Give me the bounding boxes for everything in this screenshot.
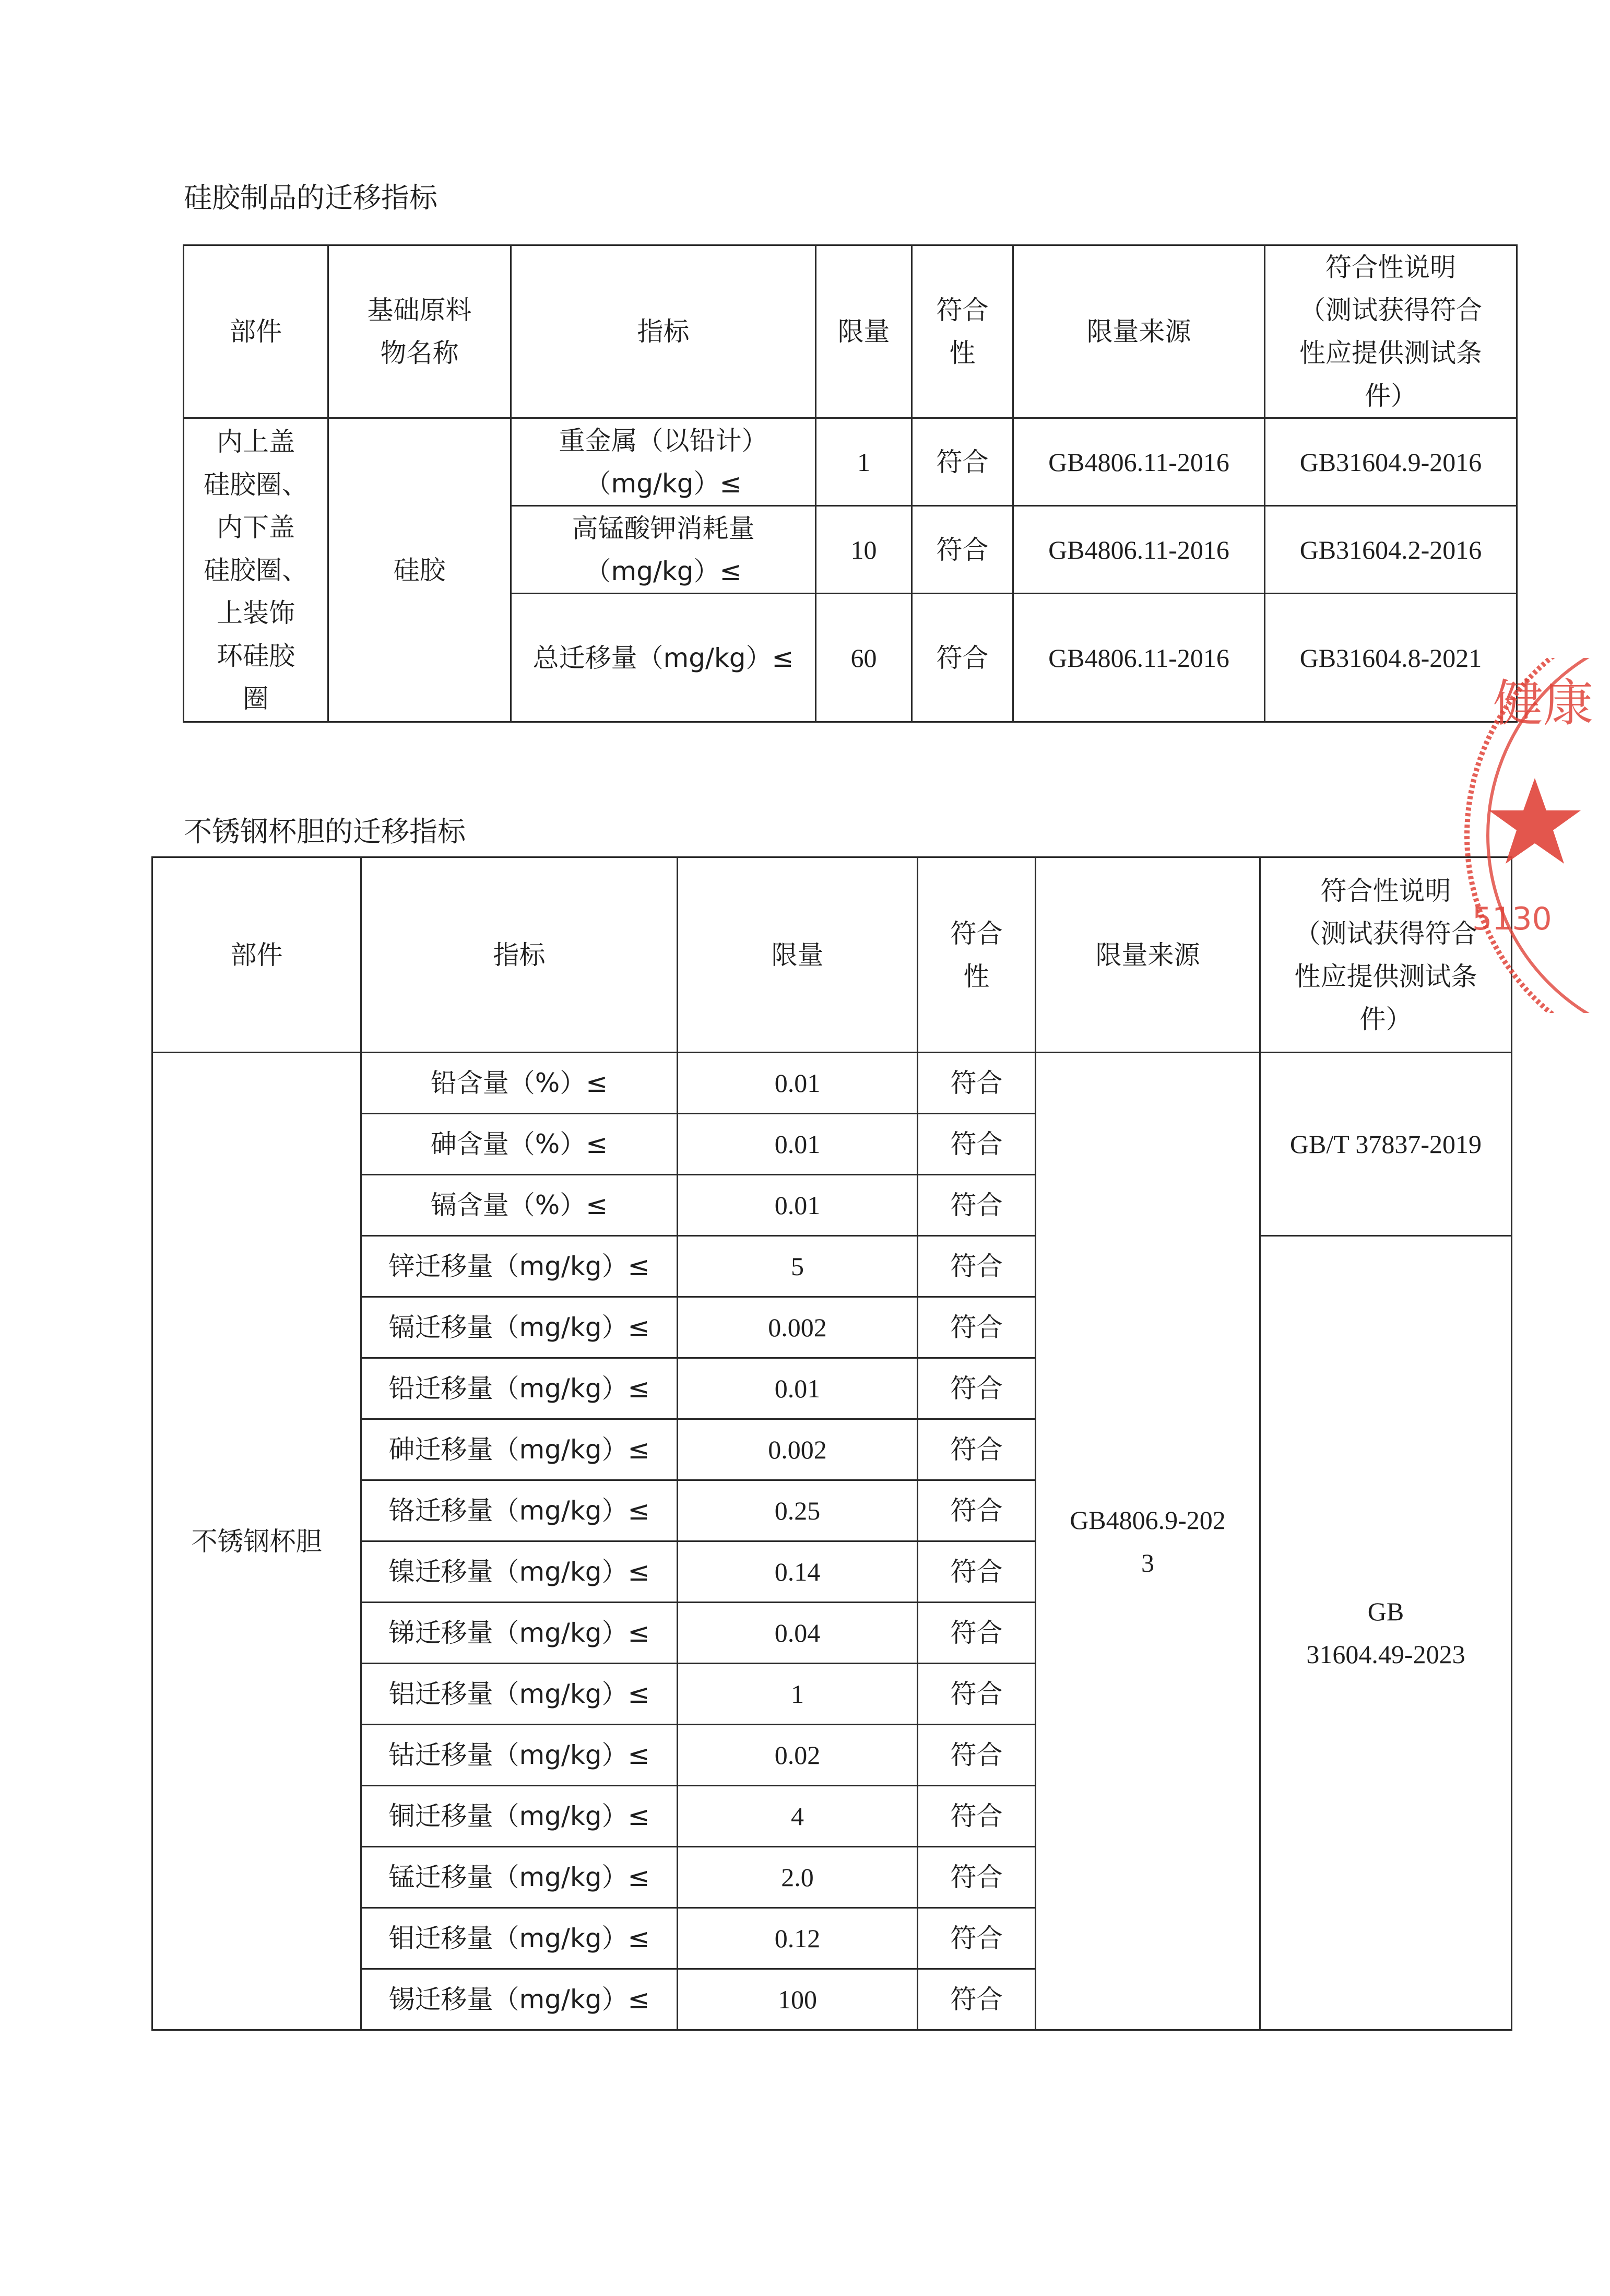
indicator-cell: 锑迁移量（mg/kg）≤ [361,1603,678,1664]
header-note-line: 件） [1359,1004,1412,1034]
source-cell: GB4806.11-2016 [1013,506,1265,594]
limit-cell: 0.002 [678,1297,918,1358]
conform-cell: 符合 [912,418,1013,506]
conform-cell: 符合 [918,1053,1036,1114]
part-name-line: 内上盖 [217,426,295,457]
indicator-cell: 锌迁移量（mg/kg）≤ [361,1236,678,1297]
conform-cell: 符合 [918,1969,1036,2030]
indicator-line: 重金属（以铅计） [559,425,768,456]
indicator-cell: 镍迁移量（mg/kg）≤ [361,1541,678,1603]
limit-cell: 0.25 [678,1480,918,1541]
limit-cell: 0.01 [678,1053,918,1114]
part-name-line: 上装饰 [217,597,295,628]
conform-cell: 符合 [918,1847,1036,1908]
indicator-cell: 钴迁移量（mg/kg）≤ [361,1725,678,1786]
note-cell: GB31604.8-2021 [1265,594,1517,722]
note-cell [1260,1236,1512,2030]
table-header-row [152,857,1512,1053]
indicator-line: 高锰酸钾消耗量 [572,513,755,544]
conform-cell: 符合 [918,1786,1036,1847]
limit-cell: 0.12 [678,1908,918,1969]
part-name-line: 硅胶圈、 [204,469,308,500]
silicone-migration-table [183,244,1518,723]
note-cell: GB/T 37837-2019 [1260,1053,1512,1236]
header-note-line: 性应提供测试条 [1299,338,1482,368]
header-conform-line: 符合 [936,295,989,325]
table-row [184,418,1517,506]
header-material-line: 基础原料 [367,295,472,325]
source-line: GB4806.9-202 [1070,1505,1226,1535]
header-note-line: （测试获得符合 [1294,918,1477,949]
limit-cell: 5 [678,1236,918,1297]
conform-cell: 符合 [918,1541,1036,1603]
indicator-cell: 铅含量（%）≤ [361,1053,678,1114]
part-name-line: 环硅胶 [217,640,295,671]
conform-cell: 符合 [918,1236,1036,1297]
limit-cell: 0.01 [678,1114,918,1175]
source-cell: GB4806.11-2016 [1013,594,1265,722]
header-conform [912,245,1013,418]
conform-cell: 符合 [918,1358,1036,1419]
indicator-cell: 镉迁移量（mg/kg）≤ [361,1297,678,1358]
indicator-cell: 镉含量（%）≤ [361,1175,678,1236]
indicator-cell: 钼迁移量（mg/kg）≤ [361,1908,678,1969]
part-name-line: 硅胶圈、 [204,555,308,585]
source-cell [1036,1053,1260,2030]
indicator-cell [511,418,816,506]
header-source: 限量来源 [1013,245,1265,418]
indicator-cell: 砷迁移量（mg/kg）≤ [361,1419,678,1480]
conform-cell: 符合 [912,594,1013,722]
indicator-line: （mg/kg）≤ [585,468,742,499]
header-note-line: 件） [1365,381,1417,411]
header-conform-line: 性 [963,961,990,992]
indicator-cell: 铝迁移量（mg/kg）≤ [361,1664,678,1725]
indicator-cell: 铜迁移量（mg/kg）≤ [361,1786,678,1847]
indicator-cell: 锡迁移量（mg/kg）≤ [361,1969,678,2030]
material-name-cell: 硅胶 [328,418,511,722]
note-cell: GB31604.2-2016 [1265,506,1517,594]
limit-cell: 0.02 [678,1725,918,1786]
header-note [1260,857,1512,1053]
note-cell: GB31604.9-2016 [1265,418,1517,506]
indicator-cell: 铬迁移量（mg/kg）≤ [361,1480,678,1541]
header-conform [918,857,1036,1053]
header-limit: 限量 [678,857,918,1053]
conform-cell: 符合 [918,1603,1036,1664]
conform-cell: 符合 [918,1725,1036,1786]
part-name-line: 圈 [243,683,269,714]
header-note-line: 符合性说明 [1325,252,1456,282]
header-note-line: （测试获得符合 [1299,295,1482,325]
conform-cell: 符合 [918,1419,1036,1480]
silicone-section-title: 硅胶制品的迁移指标 [184,181,437,214]
limit-cell: 1 [678,1664,918,1725]
conform-cell: 符合 [918,1664,1036,1725]
header-source: 限量来源 [1036,857,1260,1053]
header-part: 部件 [184,245,328,418]
header-conform-line: 性 [949,338,976,368]
limit-cell: 0.002 [678,1419,918,1480]
indicator-cell: 铅迁移量（mg/kg）≤ [361,1358,678,1419]
indicator-cell: 锰迁移量（mg/kg）≤ [361,1847,678,1908]
header-part: 部件 [152,857,361,1053]
limit-cell: 10 [816,506,912,594]
conform-cell: 符合 [918,1114,1036,1175]
part-name-cell [184,418,328,722]
part-name-line: 内下盖 [217,512,295,543]
header-material [328,245,511,418]
table-row [152,1053,1512,1114]
limit-cell: 0.14 [678,1541,918,1603]
steel-section-title: 不锈钢杯胆的迁移指标 [184,815,466,848]
indicator-cell [511,506,816,594]
indicator-cell: 砷含量（%）≤ [361,1114,678,1175]
conform-cell: 符合 [912,506,1013,594]
conform-cell: 符合 [918,1908,1036,1969]
header-material-line: 物名称 [380,338,459,368]
limit-cell: 4 [678,1786,918,1847]
svg-text:5130: 5130 [1472,901,1552,937]
note-line: GB [1367,1597,1404,1626]
header-indicator: 指标 [511,245,816,418]
header-limit: 限量 [816,245,912,418]
indicator-line: （mg/kg）≤ [585,556,742,586]
limit-cell: 100 [678,1969,918,2030]
header-note-line: 性应提供测试条 [1294,961,1477,992]
steel-table-body [152,1053,1512,2030]
conform-cell: 符合 [918,1297,1036,1358]
header-conform-line: 符合 [950,918,1003,949]
conform-cell: 符合 [918,1480,1036,1541]
header-note-line: 符合性说明 [1320,875,1451,906]
limit-cell: 2.0 [678,1847,918,1908]
limit-cell: 60 [816,594,912,722]
limit-cell: 0.04 [678,1603,918,1664]
table-header-row [184,245,1517,418]
part-name-cell: 不锈钢杯胆 [152,1053,361,2030]
conform-cell: 符合 [918,1175,1036,1236]
limit-cell: 1 [816,418,912,506]
source-line: 3 [1141,1548,1154,1577]
indicator-cell: 总迁移量（mg/kg）≤ [511,594,816,722]
note-line: 31604.49-2023 [1306,1640,1465,1669]
steel-migration-table [151,856,1512,2031]
limit-cell: 0.01 [678,1358,918,1419]
header-indicator: 指标 [361,857,678,1053]
svg-text:健康: 健康 [1493,674,1593,733]
source-cell: GB4806.11-2016 [1013,418,1265,506]
header-note [1265,245,1517,418]
limit-cell: 0.01 [678,1175,918,1236]
